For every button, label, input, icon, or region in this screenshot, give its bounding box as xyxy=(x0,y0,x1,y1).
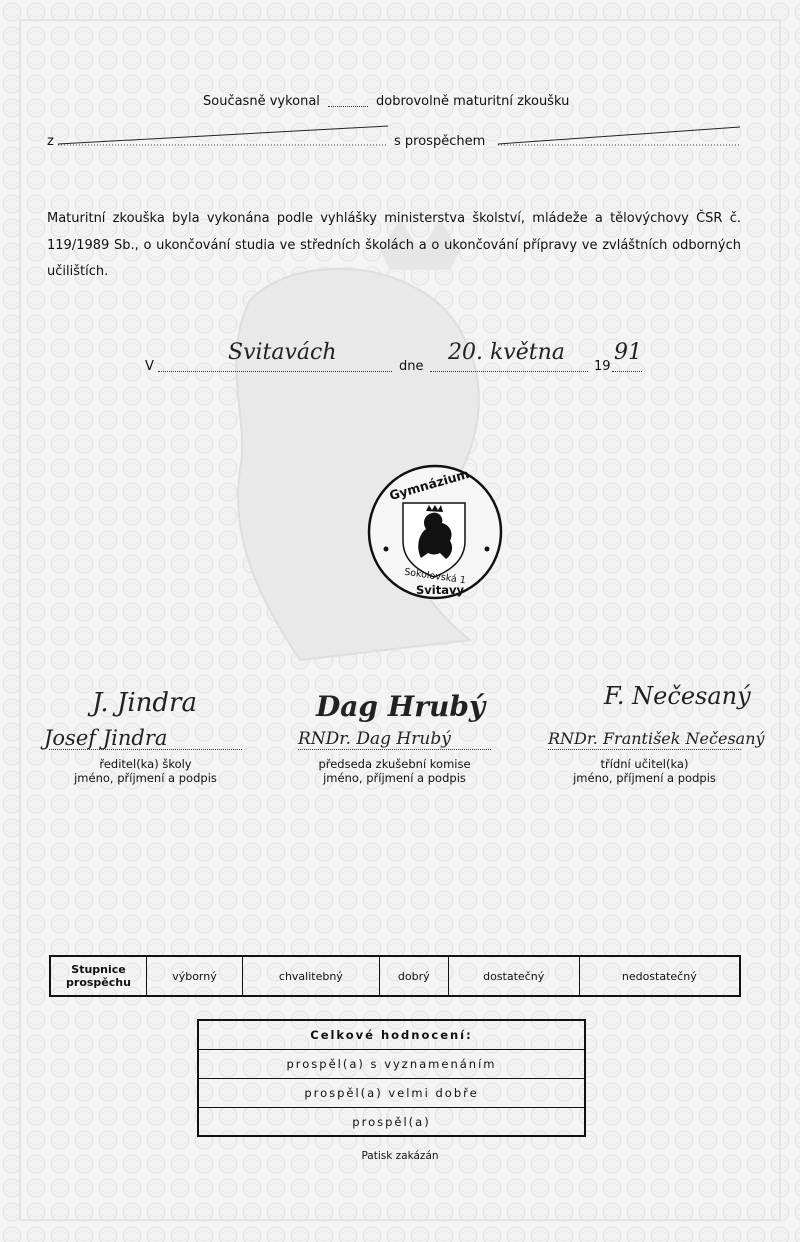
stamp-street-text: Sokolovská 1 xyxy=(403,566,467,587)
year-handwritten: 91 xyxy=(614,340,642,365)
stamp-school-text: Gymnázium xyxy=(387,465,471,504)
overall-option: prospěl(a) velmi dobře xyxy=(199,1079,584,1108)
chair-caption: jméno, příjmení a podpis xyxy=(323,771,466,785)
director-caption: jméno, příjmení a podpis xyxy=(74,771,217,785)
result-strikeout xyxy=(498,124,742,148)
grade-cell: dostatečný xyxy=(448,956,579,996)
voluntary-exam-label: dobrovolně maturitní zkoušku xyxy=(376,94,570,109)
place-v-label: V xyxy=(145,359,154,374)
overall-evaluation-title: Celkové hodnocení: xyxy=(199,1021,584,1050)
subject-z-label: z xyxy=(47,134,54,149)
signature-teacher-name: RNDr. František Nečesaný xyxy=(548,729,765,748)
overall-option: prospěl(a) xyxy=(352,1115,431,1129)
grade-cell: chvalitebný xyxy=(242,956,379,996)
grading-scale-table xyxy=(49,955,741,997)
grading-scale-header-line1: Stupnice xyxy=(71,963,126,976)
grade-cell: nedostatečný xyxy=(579,956,740,996)
signature-chair-caption xyxy=(298,757,491,785)
signature-chair-name: RNDr. Dag Hrubý xyxy=(298,729,451,749)
completion-label: Současně vykonal xyxy=(203,94,320,109)
official-stamp xyxy=(366,463,504,601)
grade-cell: výborný xyxy=(147,956,243,996)
signature-director-line xyxy=(49,749,242,750)
signature-director-name: Josef Jindra xyxy=(44,726,168,750)
overall-evaluation-box xyxy=(197,1019,586,1137)
signature-director-caption xyxy=(49,757,242,785)
signature-director-mark: J. Jindra xyxy=(92,688,197,718)
grading-scale-header-line2: prospěchu xyxy=(66,976,131,989)
chair-role: předseda zkušební komise xyxy=(318,757,471,771)
completion-blank xyxy=(328,96,368,107)
grade-cell: dobrý xyxy=(379,956,448,996)
date-handwritten: 20. května xyxy=(448,340,565,365)
legal-paragraph: Maturitní zkouška byla vykonána podle vyhlášky ministerstva školství, mládeže a tělovýchovy ČSR č. 119/1989 Sb., o ukončování studia ve středních školách a o ukončování přípravy ve zvláštních odborných učilištích. xyxy=(47,211,741,279)
result-label: s prospěchem xyxy=(394,134,486,149)
director-role: ředitel(ka) školy xyxy=(99,757,192,771)
year-prefix: 19 xyxy=(594,359,611,374)
stamp-city-text: Svitavy xyxy=(416,583,464,597)
reprint-notice: Patisk zakázán xyxy=(361,1150,439,1162)
signature-chair-mark: Dag Hrubý xyxy=(316,690,486,723)
signature-chair-line xyxy=(298,749,491,750)
teacher-caption: jméno, příjmení a podpis xyxy=(573,771,716,785)
date-dne-label: dne xyxy=(399,359,424,374)
grading-scale-header xyxy=(50,956,147,996)
signature-teacher-line xyxy=(548,749,741,750)
overall-option: prospěl(a) s vyznamenáním xyxy=(199,1050,584,1079)
signature-teacher-mark: F. Nečesaný xyxy=(604,682,751,710)
teacher-role: třídní učitel(ka) xyxy=(600,757,689,771)
signature-teacher-caption xyxy=(548,757,741,785)
subject-strikeout xyxy=(58,124,390,148)
place-handwritten: Svitavách xyxy=(228,340,337,365)
